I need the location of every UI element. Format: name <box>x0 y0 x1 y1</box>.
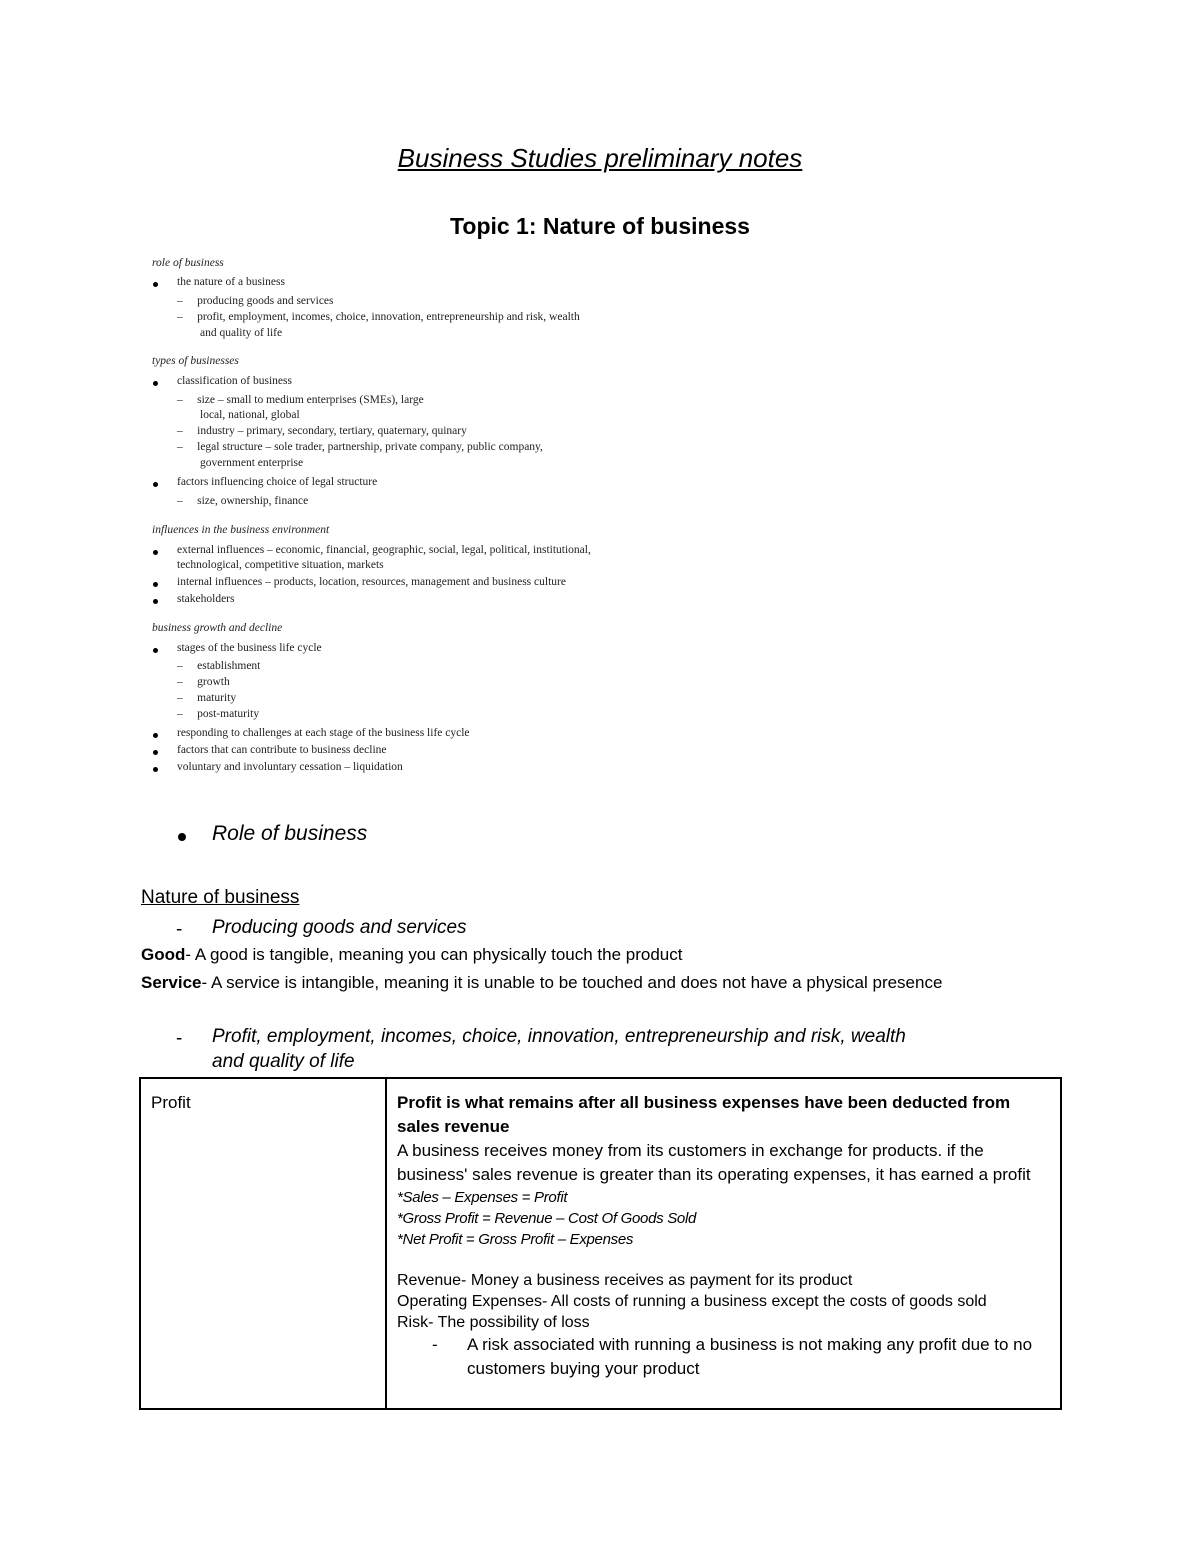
risk-point: - A risk associated with running a business is not making any profit due to no customers buying your product <box>432 1335 1033 1378</box>
syllabus-subitem: – establishment <box>177 660 261 672</box>
bullet-icon <box>153 550 158 555</box>
formula-line: *Gross Profit = Revenue – Cost Of Goods Sold <box>397 1210 697 1227</box>
bullet-icon <box>153 648 158 653</box>
syllabus-item: stakeholders <box>177 593 235 605</box>
bullet-icon <box>153 733 158 738</box>
bullet-icon <box>153 482 158 487</box>
opex-definition: Operating Expenses- All costs of running a business except the costs of goods sold <box>397 1293 987 1310</box>
subheading-profit-line2: and quality of life <box>212 1051 355 1072</box>
table-definition-cell <box>386 1078 1061 1409</box>
bullet-icon <box>153 582 158 587</box>
formula-line: *Sales – Expenses = Profit <box>397 1189 568 1206</box>
syllabus-item: internal influences – products, location, resources, management and business culture <box>177 576 566 588</box>
document-title: Business Studies preliminary notes <box>397 143 803 173</box>
syllabus-heading: influences in the business environment <box>152 524 330 536</box>
syllabus-item: voluntary and involuntary cessation – liquidation <box>177 761 403 773</box>
bullet-icon <box>153 750 158 755</box>
syllabus-item: the nature of a business <box>177 276 285 288</box>
revenue-definition: Revenue- Money a business receives as payment for its product <box>397 1272 853 1289</box>
bullet-icon <box>178 833 186 841</box>
dash-marker: - <box>176 1028 183 1049</box>
syllabus-item: factors influencing choice of legal structure <box>177 476 378 488</box>
syllabus-subitem: – legal structure – sole trader, partnership, private company, public company, <box>177 441 543 453</box>
profit-paragraph: A business receives money from its customers in exchange for products. if the business' sales revenue is greater than its operating expenses, it has earned a profit <box>397 1141 1031 1184</box>
syllabus-subitem: – producing goods and services <box>177 295 334 307</box>
profit-table <box>139 1077 1062 1410</box>
bullet-icon <box>153 282 158 287</box>
bullet-icon <box>153 381 158 386</box>
syllabus-heading: types of businesses <box>152 355 239 367</box>
service-definition: Service- A service is intangible, meaning it is unable to be touched and does not have a physical presence <box>141 973 943 992</box>
syllabus-heading: business growth and decline <box>152 622 283 634</box>
syllabus-item: responding to challenges at each stage of the business life cycle <box>177 727 470 739</box>
subheading-profit-line1: Profit, employment, incomes, choice, innovation, entrepreneurship and risk, wealth <box>212 1026 906 1047</box>
syllabus-subitem: – growth <box>177 676 230 688</box>
formula-line: *Net Profit = Gross Profit – Expenses <box>397 1231 634 1248</box>
syllabus-subitem: – size – small to medium enterprises (SMEs), large <box>177 394 424 406</box>
syllabus-subitem: – post-maturity <box>177 708 260 720</box>
table-term: Profit <box>151 1093 191 1112</box>
syllabus-item-cont: technological, competitive situation, markets <box>177 559 384 571</box>
nature-of-business-heading: Nature of business <box>141 887 300 908</box>
syllabus-heading: role of business <box>152 257 224 269</box>
syllabus-subitem: – maturity <box>177 692 237 704</box>
syllabus-subitem: – size, ownership, finance <box>177 495 309 507</box>
syllabus-item: factors that can contribute to business decline <box>177 744 387 756</box>
syllabus-subitem-cont: government enterprise <box>200 457 304 469</box>
table-term-cell <box>140 1078 386 1409</box>
syllabus-subitem: – industry – primary, secondary, tertiary, quaternary, quinary <box>177 425 467 437</box>
dash-marker: - <box>432 1335 438 1354</box>
syllabus-item: external influences – economic, financial, geographic, social, legal, political, institutional, <box>177 544 591 556</box>
dash-marker: - <box>176 919 183 940</box>
bullet-icon <box>153 767 158 772</box>
bullet-icon <box>153 599 158 604</box>
table-row <box>140 1078 1061 1409</box>
role-of-business-heading: Role of business <box>212 822 368 845</box>
syllabus-subitem: – profit, employment, incomes, choice, innovation, entrepreneurship and risk, wealth <box>177 311 580 323</box>
syllabus-subitem-cont: and quality of life <box>200 327 283 339</box>
profit-bold-definition: Profit is what remains after all business expenses have been deducted from sales revenue <box>397 1093 1011 1136</box>
risk-definition: Risk- The possibility of loss <box>397 1314 590 1331</box>
subheading-goods-services: Producing goods and services <box>212 917 467 938</box>
good-definition: Good- A good is tangible, meaning you can physically touch the product <box>141 945 683 964</box>
topic-heading: Topic 1: Nature of business <box>450 213 750 239</box>
syllabus-item: classification of business <box>177 375 292 387</box>
syllabus-subitem-cont: local, national, global <box>200 409 300 421</box>
syllabus-item: stages of the business life cycle <box>177 642 322 654</box>
